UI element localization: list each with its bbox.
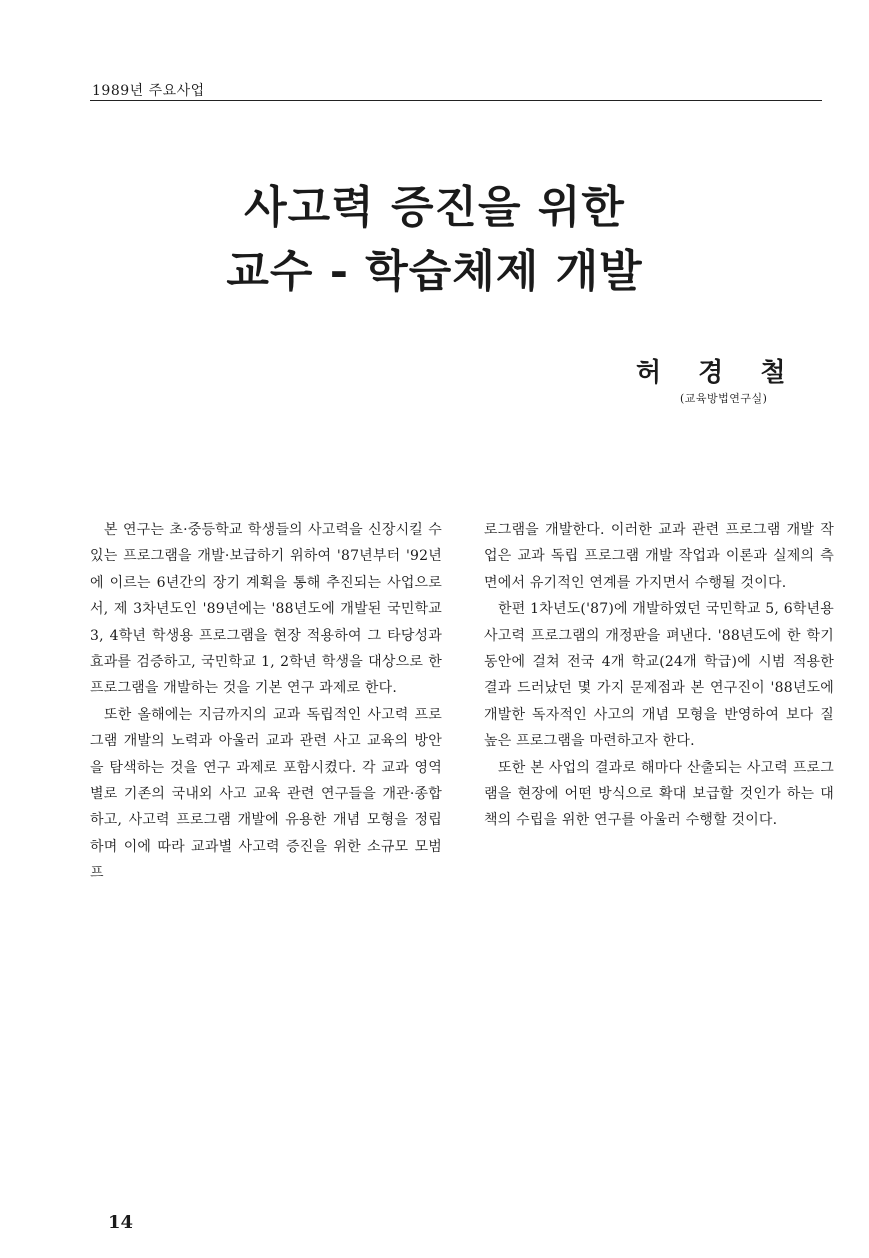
body-column-right [484, 517, 834, 834]
title-line-1: 사고력 증진을 위한 [244, 182, 625, 233]
paragraph: 한편 1차년도('87)에 개발하였던 국민학교 5, 6학년용 사고력 프로그램의 개정판을 펴낸다. '88년도에 한 학기 동안에 걸쳐 전국 4개 학교(24개 학급)에 시범 적용한 결과 드러났던 몇 가지 문제점과 본 연구진이 '88년도에 개발한 독자적인 사고의 개념 모형을 반영하여 보다 질 높은 프로그램을 마련하고자 한다. [484, 601, 834, 750]
paragraph: 본 연구는 초·중등학교 학생들의 사고력을 신장시킬 수 있는 프로그램을 개발·보급하기 위하여 '87년부터 '92년에 이르는 6년간의 장기 계획을 통해 추진되는 사업으로서, 제 3차년도인 '89년에는 '88년도에 개발된 국민학교 3, 4학년 학생용 프로그램을 현장 적용하여 그 타당성과 효과를 검증하고, 국민학교 1, 2학년 학생을 대상으로 한 프로그램을 개발하는 것을 기본 연구 과제로 한다. [90, 522, 442, 697]
paragraph: 또한 올해에는 지금까지의 교과 독립적인 사고력 프로그램 개발의 노력과 아울러 교과 관련 사고 교육의 방안을 탐색하는 것을 연구 과제로 포함시켰다. 각 교과 영역별로 기존의 국내외 사고 교육 관련 연구들을 개관·종합하고, 사고력 프로그램 개발에 유용한 개념 모형을 정립하며 이에 따라 교과별 사고력 증진을 위한 소규모 모범 프 [90, 706, 442, 882]
author-name: 허 경 철 [636, 358, 800, 388]
paragraph: 또한 본 사업의 결과로 해마다 산출되는 사고력 프로그램을 현장에 어떤 방식으로 확대 보급할 것인가 하는 대책의 수립을 위한 연구를 아울러 수행할 것이다. [484, 759, 834, 829]
body-column-left [90, 517, 442, 887]
paragraph: 로그램을 개발한다. 이러한 교과 관련 프로그램 개발 작업은 교과 독립 프로그램 개발 작업과 이론과 실제의 측면에서 유기적인 연계를 가지면서 수행될 것이다. [484, 522, 834, 591]
header-rule [90, 100, 822, 101]
article-title [0, 176, 869, 304]
page-number: 14 [108, 1212, 134, 1233]
running-head: 1989년 주요사업 [92, 83, 205, 99]
author-affiliation: (교육방법연구실) [680, 392, 768, 405]
title-line-2: 교수 - 학습체제 개발 [226, 246, 643, 297]
